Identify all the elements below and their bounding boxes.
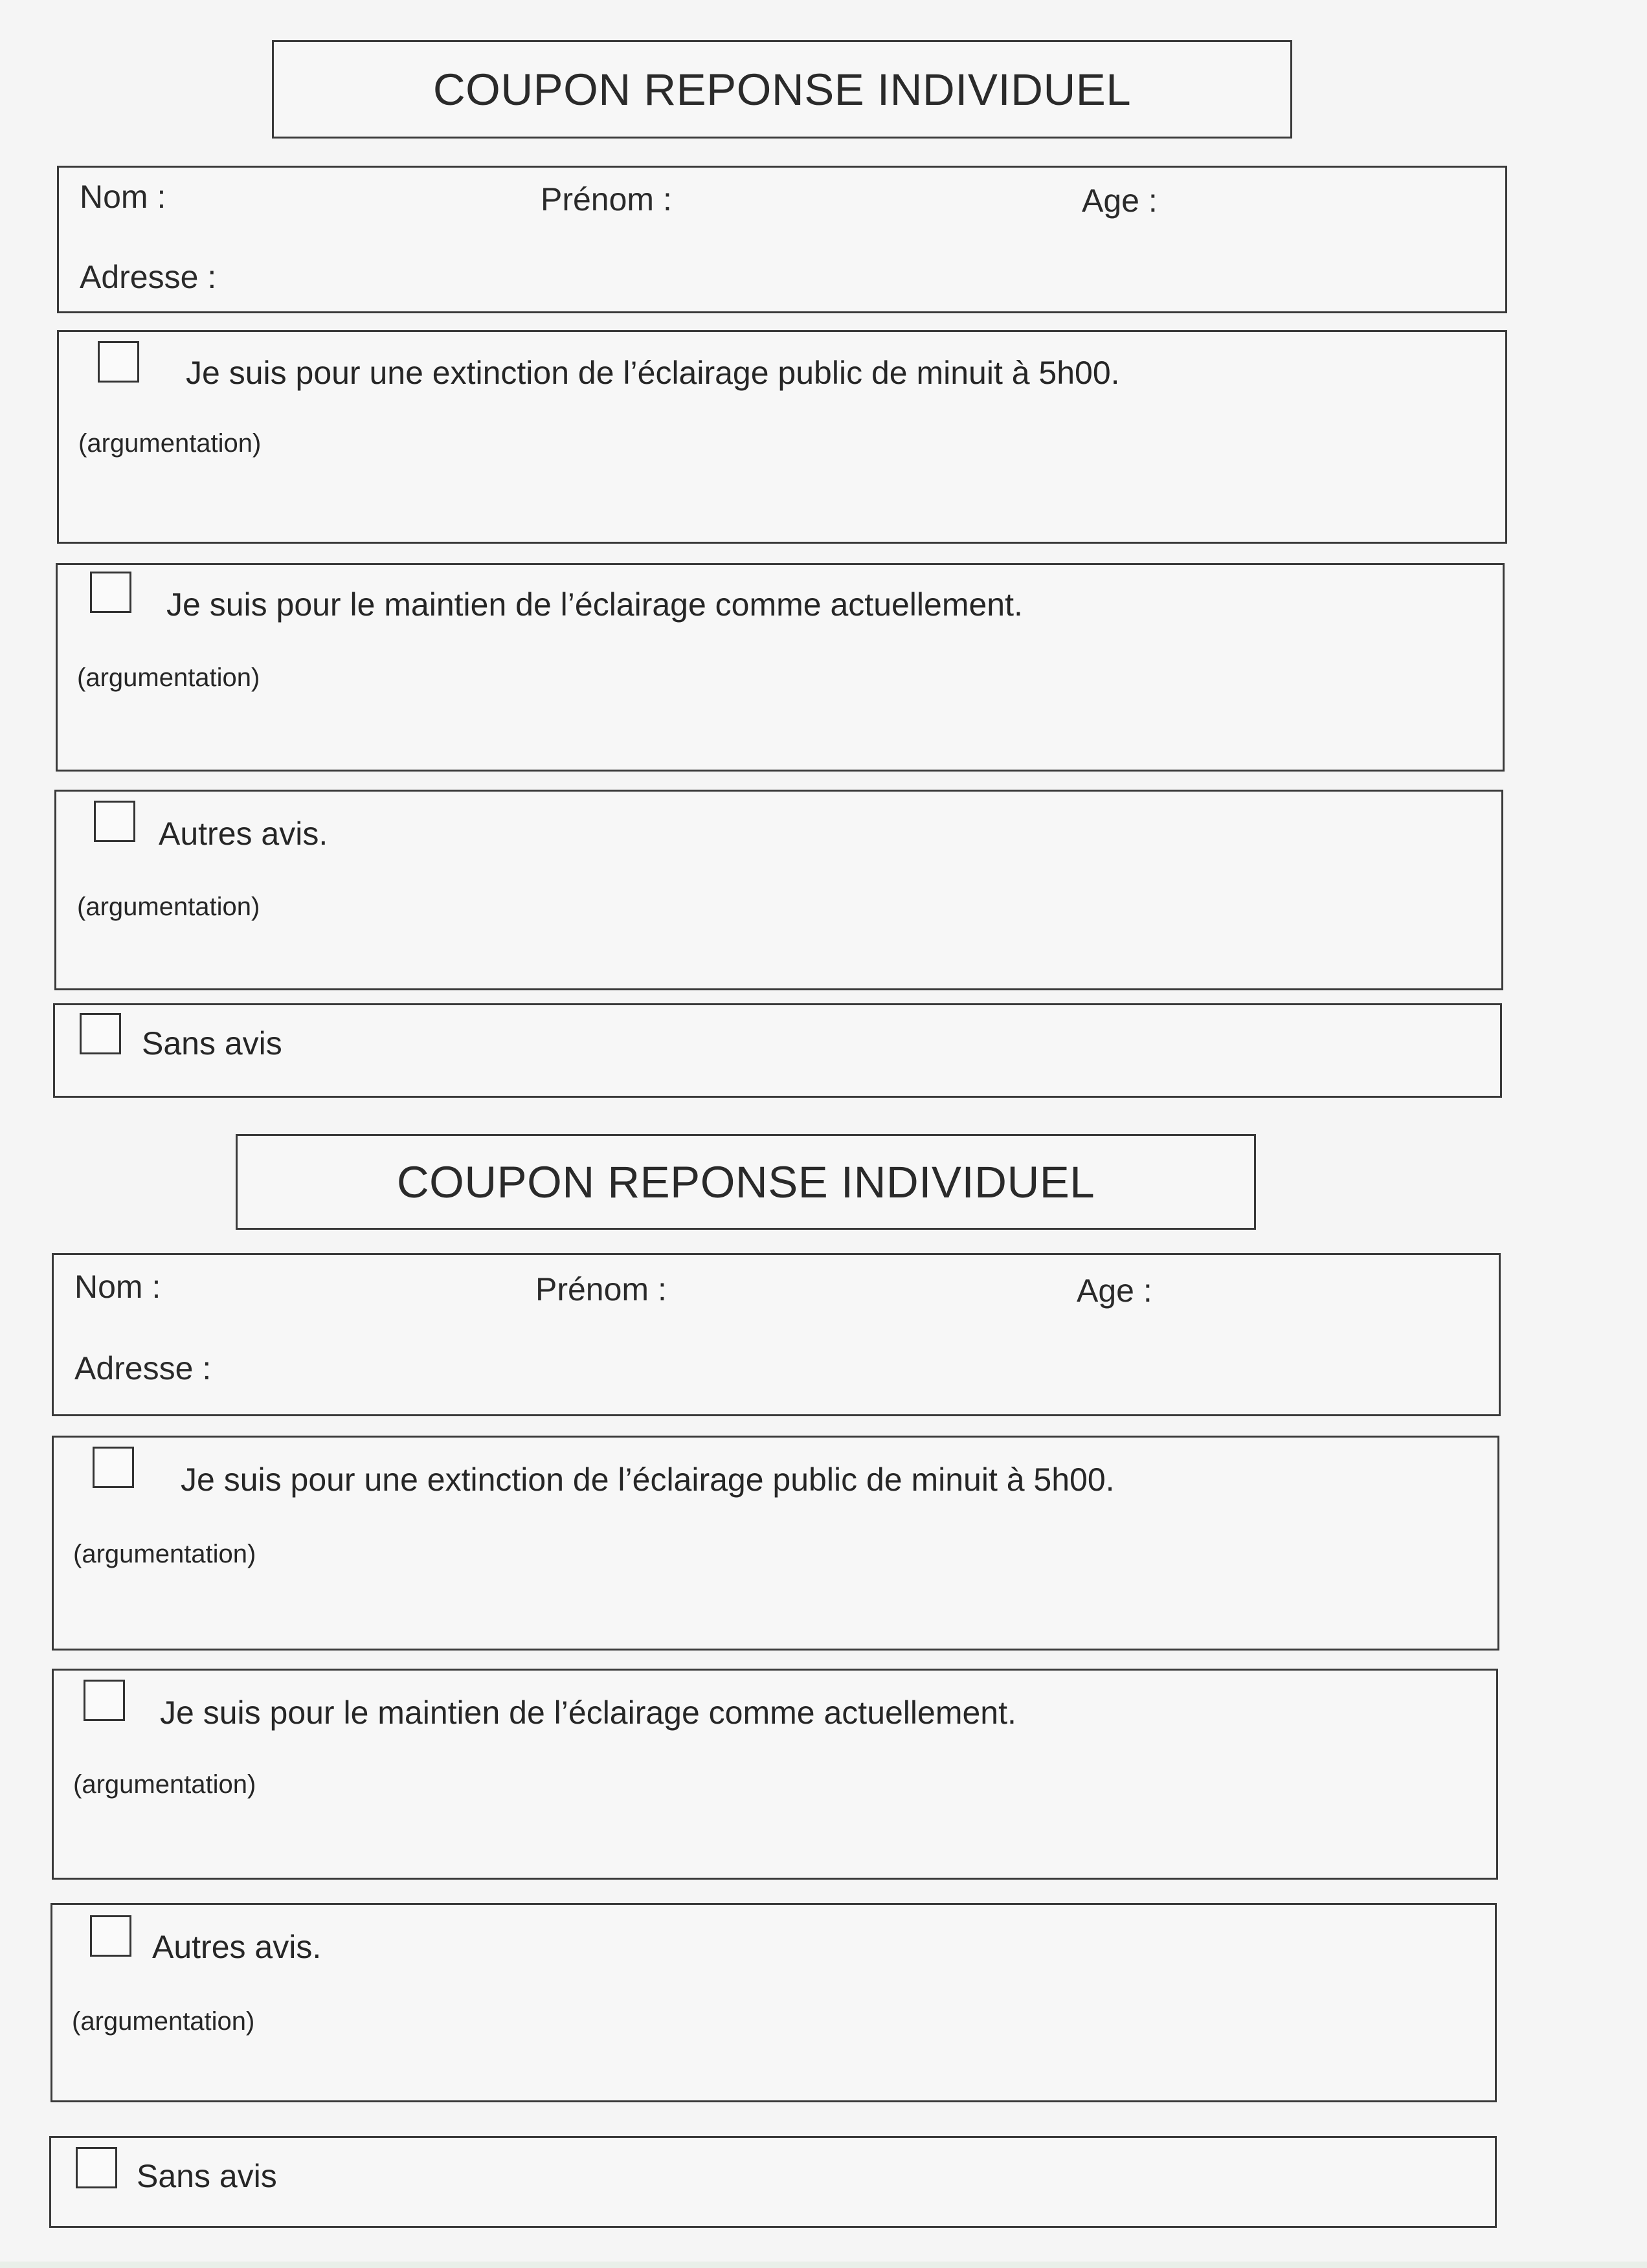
option-sans-avis-label: Sans avis: [137, 2158, 277, 2194]
checkbox-maintien[interactable]: [90, 572, 131, 613]
argumentation-field[interactable]: (argumentation): [73, 1540, 256, 1568]
coupon-1-option-autres: [54, 790, 1503, 990]
coupon-2-option-autres: [50, 1903, 1497, 2102]
coupon-2-title: [236, 1134, 1256, 1230]
coupon-title-text: COUPON REPONSE INDIVIDUEL: [432, 64, 1132, 115]
checkbox-sans-avis[interactable]: [80, 1013, 121, 1054]
coupon-1-option-extinction: [57, 330, 1507, 544]
prenom-field-label[interactable]: Prénom :: [535, 1271, 667, 1307]
option-autres-avis-label: Autres avis.: [159, 816, 328, 852]
coupon-title-text: COUPON REPONSE INDIVIDUEL: [396, 1157, 1095, 1207]
coupon-2-option-extinction: [52, 1436, 1499, 1651]
coupon-1-option-sans-avis: [53, 1003, 1502, 1098]
nom-field-label[interactable]: Nom :: [80, 179, 166, 215]
coupon-2-option-sans-avis: [49, 2136, 1497, 2228]
argumentation-field[interactable]: (argumentation): [77, 893, 260, 921]
coupon-2-identity-section: [52, 1253, 1501, 1416]
option-extinction-label: Je suis pour une extinction de l’éclairage public de minuit à 5h00.: [181, 1462, 1115, 1498]
coupon-1-identity-section: [57, 166, 1507, 313]
coupon-1-title: [272, 40, 1292, 139]
argumentation-field[interactable]: (argumentation): [77, 663, 260, 692]
adresse-field-label[interactable]: Adresse :: [74, 1350, 212, 1386]
checkbox-sans-avis[interactable]: [76, 2147, 117, 2188]
nom-field-label[interactable]: Nom :: [74, 1269, 161, 1305]
checkbox-autres-avis[interactable]: [90, 1915, 131, 1957]
argumentation-field[interactable]: (argumentation): [78, 429, 262, 458]
coupon-2-option-maintien: [52, 1669, 1498, 1880]
argumentation-field[interactable]: (argumentation): [73, 1770, 256, 1799]
adresse-field-label[interactable]: Adresse :: [80, 259, 217, 295]
checkbox-maintien[interactable]: [84, 1680, 125, 1721]
page-edge: [0, 2262, 1647, 2268]
checkbox-extinction[interactable]: [98, 341, 139, 383]
coupon-1-option-maintien: [56, 563, 1505, 772]
argumentation-field[interactable]: (argumentation): [72, 2007, 255, 2036]
age-field-label[interactable]: Age :: [1082, 183, 1158, 219]
option-extinction-label: Je suis pour une extinction de l’éclairage public de minuit à 5h00.: [186, 355, 1120, 391]
option-sans-avis-label: Sans avis: [142, 1025, 282, 1062]
option-autres-avis-label: Autres avis.: [152, 1929, 322, 1965]
checkbox-autres-avis[interactable]: [94, 801, 135, 842]
prenom-field-label[interactable]: Prénom :: [541, 181, 672, 217]
age-field-label[interactable]: Age :: [1077, 1273, 1152, 1309]
option-maintien-label: Je suis pour le maintien de l’éclairage comme actuellement.: [166, 586, 1023, 623]
option-maintien-label: Je suis pour le maintien de l’éclairage comme actuellement.: [160, 1695, 1016, 1731]
checkbox-extinction[interactable]: [93, 1447, 134, 1488]
